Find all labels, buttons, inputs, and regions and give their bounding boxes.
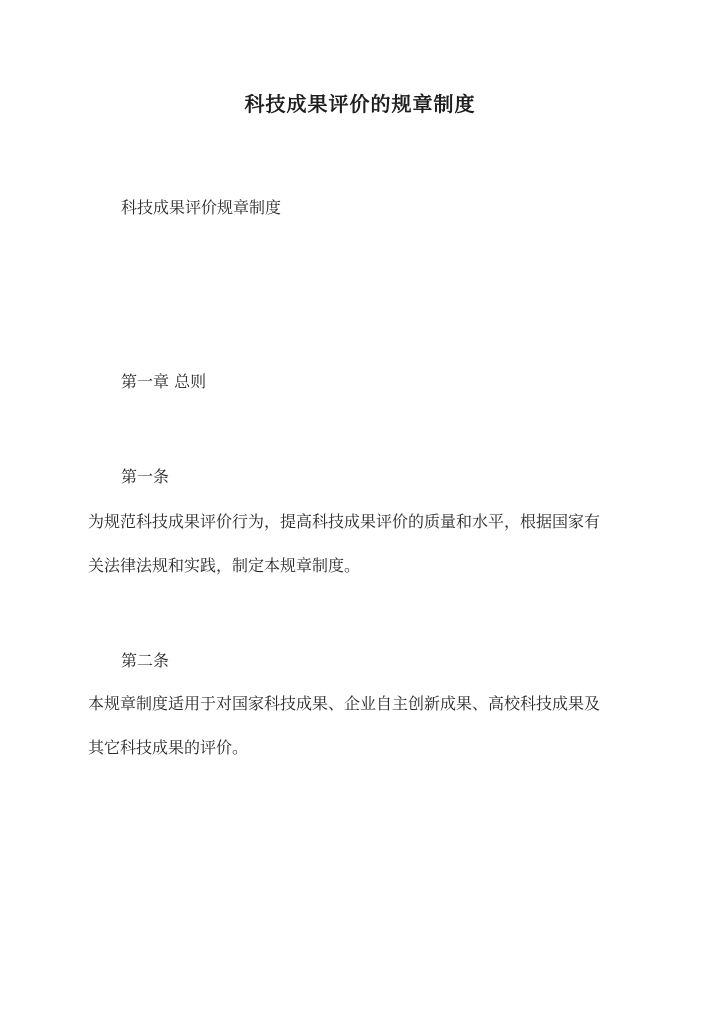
article-2-heading: 第二条 <box>121 651 170 670</box>
article-2-line-1: 本规章制度适用于对国家科技成果、企业自主创新成果、高校科技成果及 <box>88 694 601 713</box>
article-1-line-1: 为规范科技成果评价行为，提高科技成果评价的质量和水平，根据国家有 <box>88 512 601 531</box>
document-subtitle: 科技成果评价规章制度 <box>121 198 282 217</box>
article-1-heading: 第一条 <box>121 467 170 486</box>
article-1-line-2: 关法律法规和实践，制定本规章制度。 <box>88 556 361 575</box>
document-title: 科技成果评价的规章制度 <box>244 92 476 116</box>
article-2-line-2: 其它科技成果的评价。 <box>88 738 249 757</box>
chapter-heading: 第一章 总则 <box>121 372 207 391</box>
